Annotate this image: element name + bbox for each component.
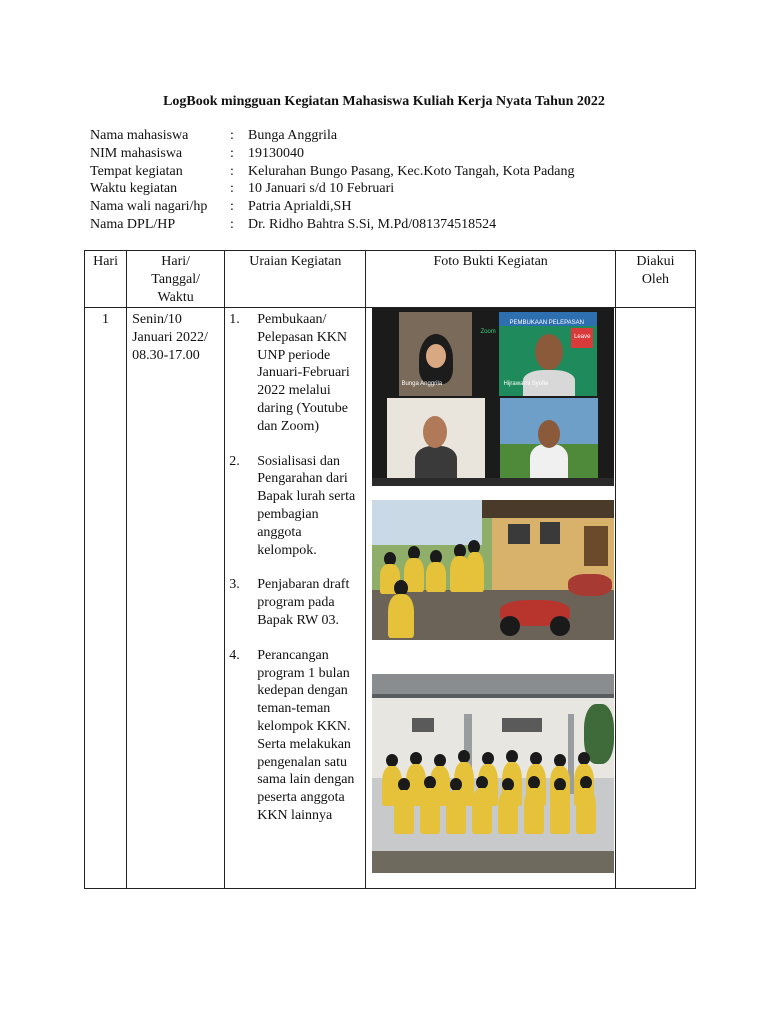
person-body [466, 552, 484, 592]
info-row-nim [90, 145, 575, 163]
header-hari: Hari [85, 251, 127, 308]
info-label: Tempat kegiatan [90, 163, 183, 179]
cell-diakui [615, 308, 695, 889]
info-value: Patria Aprialdi,SH [248, 199, 352, 215]
info-label: Nama DPL/HP [90, 216, 176, 232]
activity-text: Sosialisasi dan Pengarahan dari Bapak lurah serta pembagian anggota kelompok. [257, 453, 356, 558]
page-title: LogBook mingguan Kegiatan Mahasiswa Kuliah Kerja Nyata Tahun 2022 [163, 94, 605, 109]
sky [372, 500, 482, 545]
canopy-roof [372, 674, 614, 696]
student-info [90, 127, 575, 234]
activity-number: 3. [229, 577, 240, 593]
table-row [85, 308, 696, 889]
header-foto: Foto Bukti Kegiatan [366, 251, 615, 308]
header-tanggal-line: Hari/ [161, 254, 191, 269]
info-colon: : [230, 128, 234, 143]
person-face [535, 334, 563, 370]
activity-text: Penjabaran draft program pada Bapak RW 03. [257, 577, 350, 628]
header-diakui-line: Oleh [641, 271, 670, 287]
participant-name: Hijrawarni Syofie [503, 381, 549, 388]
info-label: Waktu kegiatan [90, 181, 178, 197]
zoom-tile [499, 312, 597, 396]
info-row-wali [90, 198, 575, 216]
list-item [225, 311, 361, 436]
person-body [388, 594, 414, 638]
info-colon: : [230, 216, 234, 232]
info-colon: : [230, 199, 234, 215]
person-body [472, 788, 492, 834]
header-tanggal [127, 251, 225, 308]
motorcycle [568, 574, 612, 596]
ground [372, 851, 614, 873]
cell-foto [366, 308, 615, 889]
zoom-tile [399, 312, 472, 396]
header-tanggal-line: Tanggal/ [151, 271, 201, 287]
activity-number: 1. [229, 312, 240, 327]
tanggal-line: 08.30-17.00 [132, 347, 200, 363]
tanggal-line: Senin/10 [132, 312, 182, 327]
info-colon: : [230, 163, 234, 179]
activity-number: 4. [229, 647, 240, 663]
cell-tanggal [127, 308, 225, 889]
person-body [498, 790, 518, 834]
list-item [225, 453, 361, 560]
list-item [225, 647, 361, 825]
house-roof [482, 500, 614, 518]
event-banner [499, 312, 597, 326]
info-label: NIM mahasiswa [90, 145, 183, 161]
person-body [446, 790, 466, 834]
outdoor-group-photo [372, 500, 614, 640]
cell-hari: 1 [85, 308, 127, 889]
person-body [394, 790, 414, 834]
building-window [502, 718, 542, 732]
header-uraian: Uraian Kegiatan [225, 251, 366, 308]
info-value: Kelurahan Bungo Pasang, Kec.Koto Tangah, Kota Padang [248, 163, 575, 179]
info-row-waktu [90, 180, 575, 198]
group-photo [372, 674, 614, 873]
person-shirt [415, 446, 457, 478]
building-window [412, 718, 434, 732]
list-item [225, 576, 361, 629]
info-label: Nama mahasiswa [90, 128, 189, 143]
person-body [420, 788, 440, 834]
zoom-tile [387, 398, 485, 478]
info-row-nama [90, 127, 575, 145]
info-value: Bunga Anggrila [248, 128, 338, 143]
logbook-table [84, 250, 696, 889]
participant-name: Bunga Anggrila [401, 381, 443, 388]
zoom-badge: Zoom [480, 329, 496, 335]
info-label: Nama wali nagari/hp [90, 199, 208, 215]
zoom-tile [500, 398, 598, 478]
cell-uraian [225, 308, 366, 889]
info-value: 19130040 [248, 145, 304, 161]
tanggal-line: Januari 2022/ [132, 329, 208, 345]
banner-text: PEMBUKAAN PELEPASAN [509, 320, 585, 326]
info-value: 10 Januari s/d 10 Februari [248, 181, 395, 197]
info-colon: : [230, 181, 234, 197]
house-window [540, 522, 560, 544]
info-value: Dr. Ridho Bahtra S.Si, M.Pd/081374518524 [248, 216, 497, 232]
activity-text: Pembukaan/ Pelepasan KKN UNP periode Januari-Februari 2022 melalui daring (Youtube dan Zoom) [257, 312, 350, 434]
zoom-meeting-photo [372, 308, 614, 486]
activity-text: Perancangan program 1 bulan kedepan dengan teman-teman kelompok KKN. Serta melakukan pengenalan satu sama lain dengan peserta anggota KKN lainnya [257, 647, 355, 823]
header-diakui-line: Diakui [636, 254, 675, 269]
header-diakui [615, 251, 695, 308]
info-row-dpl [90, 216, 575, 234]
zoom-control-bar [372, 478, 614, 486]
activity-number: 2. [229, 453, 240, 469]
person-body [426, 562, 446, 592]
person-body [524, 788, 544, 834]
activity-list [225, 308, 365, 825]
info-row-tempat [90, 163, 575, 181]
person-body [576, 788, 596, 834]
info-colon: : [230, 145, 234, 161]
person-shirt [530, 444, 568, 478]
table-header-row [85, 251, 696, 308]
house-door [584, 526, 608, 566]
person-body [550, 790, 570, 834]
header-tanggal-line: Waktu [157, 289, 194, 305]
person-face [423, 416, 447, 448]
leave-button: Leave [571, 328, 593, 348]
house-window [508, 524, 530, 544]
